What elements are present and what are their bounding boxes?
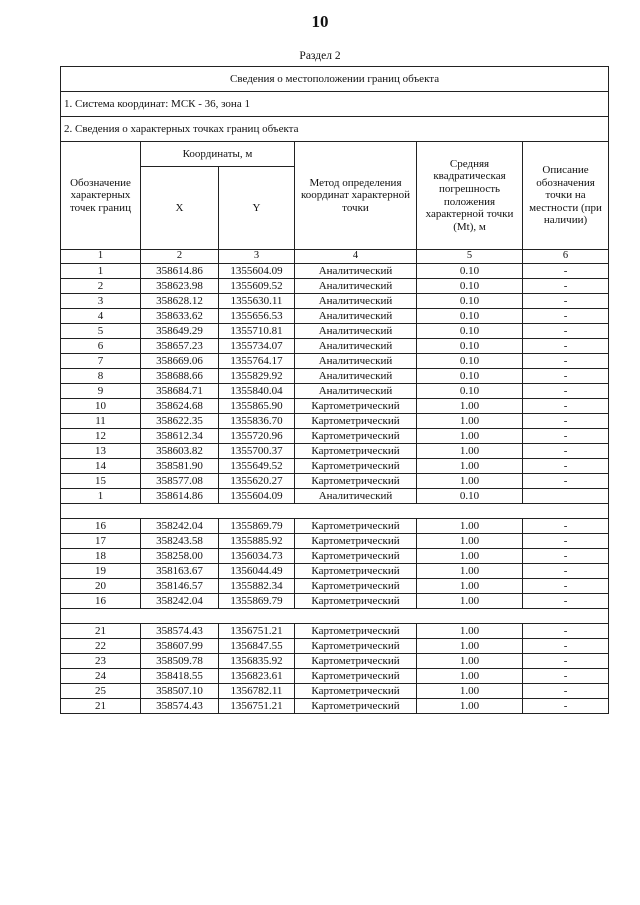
table-row	[61, 579, 609, 594]
method-cell: Картометрический	[295, 459, 417, 474]
header-rms-error: Средняя квадратическая погрешность положения характерной точки (Mt), м	[417, 142, 523, 250]
x-coordinate-cell: 358684.71	[141, 384, 219, 399]
description-cell: -	[523, 399, 609, 414]
x-coordinate-cell: 358624.68	[141, 399, 219, 414]
point-id-cell: 21	[61, 624, 141, 639]
point-id-cell: 8	[61, 369, 141, 384]
x-coordinate-cell: 358649.29	[141, 324, 219, 339]
rms-error-cell: 0.10	[417, 339, 523, 354]
point-id-cell: 24	[61, 669, 141, 684]
header-description: Описание обозначения точки на местности (при наличии)	[523, 142, 609, 250]
x-coordinate-cell: 358146.57	[141, 579, 219, 594]
method-cell: Аналитический	[295, 384, 417, 399]
point-id-cell: 1	[61, 264, 141, 279]
description-cell: -	[523, 459, 609, 474]
description-cell: -	[523, 699, 609, 714]
rms-error-cell: 0.10	[417, 309, 523, 324]
y-coordinate-cell: 1355720.96	[219, 429, 295, 444]
method-cell: Картометрический	[295, 549, 417, 564]
description-cell: -	[523, 294, 609, 309]
description-cell: -	[523, 519, 609, 534]
point-id-cell: 6	[61, 339, 141, 354]
x-coordinate-cell: 358243.58	[141, 534, 219, 549]
table-row	[61, 444, 609, 459]
x-coordinate-cell: 358509.78	[141, 654, 219, 669]
method-cell: Картометрический	[295, 654, 417, 669]
y-coordinate-cell: 1356751.21	[219, 699, 295, 714]
method-cell: Картометрический	[295, 684, 417, 699]
table-row	[61, 369, 609, 384]
point-id-cell: 3	[61, 294, 141, 309]
point-id-cell: 21	[61, 699, 141, 714]
point-id-cell: 14	[61, 459, 141, 474]
table-row	[61, 279, 609, 294]
point-id-cell: 4	[61, 309, 141, 324]
point-id-cell: 2	[61, 279, 141, 294]
method-cell: Картометрический	[295, 444, 417, 459]
separator-cell	[61, 504, 609, 519]
x-coordinate-cell: 358614.86	[141, 264, 219, 279]
method-cell: Аналитический	[295, 294, 417, 309]
description-cell	[523, 489, 609, 504]
column-number-row	[61, 250, 609, 264]
method-cell: Картометрический	[295, 534, 417, 549]
table-row	[61, 534, 609, 549]
description-cell: -	[523, 534, 609, 549]
method-cell: Аналитический	[295, 339, 417, 354]
x-coordinate-cell: 358507.10	[141, 684, 219, 699]
description-cell: -	[523, 324, 609, 339]
y-coordinate-cell: 1356823.61	[219, 669, 295, 684]
column-number: 5	[417, 250, 523, 264]
y-coordinate-cell: 1356044.49	[219, 564, 295, 579]
table-body	[61, 264, 609, 714]
y-coordinate-cell: 1355700.37	[219, 444, 295, 459]
separator-cell	[61, 609, 609, 624]
rms-error-cell: 1.00	[417, 699, 523, 714]
rms-error-cell: 0.10	[417, 384, 523, 399]
description-cell: -	[523, 474, 609, 489]
table-row	[61, 339, 609, 354]
description-cell: -	[523, 264, 609, 279]
rms-error-cell: 0.10	[417, 354, 523, 369]
y-coordinate-cell: 1355630.11	[219, 294, 295, 309]
rms-error-cell: 1.00	[417, 624, 523, 639]
boundary-points-table	[60, 66, 609, 714]
header-method: Метод определения координат характерной точки	[295, 142, 417, 250]
point-id-cell: 16	[61, 519, 141, 534]
y-coordinate-cell: 1355609.52	[219, 279, 295, 294]
header-coordinates: Координаты, м	[141, 142, 295, 167]
point-id-cell: 16	[61, 594, 141, 609]
rms-error-cell: 1.00	[417, 549, 523, 564]
rms-error-cell: 1.00	[417, 459, 523, 474]
table-row	[61, 564, 609, 579]
description-cell: -	[523, 669, 609, 684]
point-id-cell: 15	[61, 474, 141, 489]
table-row	[61, 669, 609, 684]
table-row	[61, 309, 609, 324]
y-coordinate-cell: 1356751.21	[219, 624, 295, 639]
y-coordinate-cell: 1355829.92	[219, 369, 295, 384]
header-x: X	[141, 167, 219, 250]
point-id-cell: 19	[61, 564, 141, 579]
rms-error-cell: 1.00	[417, 399, 523, 414]
x-coordinate-cell: 358242.04	[141, 594, 219, 609]
method-cell: Картометрический	[295, 579, 417, 594]
x-coordinate-cell: 358603.82	[141, 444, 219, 459]
method-cell: Аналитический	[295, 489, 417, 504]
description-cell: -	[523, 354, 609, 369]
point-id-cell: 13	[61, 444, 141, 459]
x-coordinate-cell: 358242.04	[141, 519, 219, 534]
method-cell: Картометрический	[295, 669, 417, 684]
x-coordinate-cell: 358623.98	[141, 279, 219, 294]
y-coordinate-cell: 1355869.79	[219, 519, 295, 534]
section-label: Раздел 2	[299, 50, 341, 62]
y-coordinate-cell: 1355734.07	[219, 339, 295, 354]
description-cell: -	[523, 309, 609, 324]
separator-row	[61, 609, 609, 624]
table-row	[61, 699, 609, 714]
description-cell: -	[523, 684, 609, 699]
rms-error-cell: 1.00	[417, 654, 523, 669]
rms-error-cell: 0.10	[417, 279, 523, 294]
rms-error-cell: 0.10	[417, 294, 523, 309]
description-cell: -	[523, 444, 609, 459]
method-cell: Картометрический	[295, 429, 417, 444]
description-cell: -	[523, 339, 609, 354]
description-cell: -	[523, 654, 609, 669]
y-coordinate-cell: 1356782.11	[219, 684, 295, 699]
column-number: 3	[219, 250, 295, 264]
description-cell: -	[523, 624, 609, 639]
description-cell: -	[523, 279, 609, 294]
description-cell: -	[523, 579, 609, 594]
table-row	[61, 624, 609, 639]
x-coordinate-cell: 358574.43	[141, 624, 219, 639]
y-coordinate-cell: 1355604.09	[219, 489, 295, 504]
method-cell: Аналитический	[295, 264, 417, 279]
rms-error-cell: 0.10	[417, 324, 523, 339]
method-cell: Картометрический	[295, 699, 417, 714]
column-number: 2	[141, 250, 219, 264]
x-coordinate-cell: 358258.00	[141, 549, 219, 564]
rms-error-cell: 1.00	[417, 639, 523, 654]
table-row	[61, 414, 609, 429]
table-row	[61, 384, 609, 399]
table-row	[61, 639, 609, 654]
rms-error-cell: 1.00	[417, 444, 523, 459]
x-coordinate-cell: 358669.06	[141, 354, 219, 369]
y-coordinate-cell: 1355710.81	[219, 324, 295, 339]
point-id-cell: 10	[61, 399, 141, 414]
description-cell: -	[523, 384, 609, 399]
rms-error-cell: 1.00	[417, 474, 523, 489]
rms-error-cell: 1.00	[417, 519, 523, 534]
table-row	[61, 594, 609, 609]
point-id-cell: 5	[61, 324, 141, 339]
coordinate-system-row: 1. Система координат: МСК - 36, зона 1	[61, 92, 609, 117]
rms-error-cell: 0.10	[417, 489, 523, 504]
table-row	[61, 654, 609, 669]
rms-error-cell: 1.00	[417, 684, 523, 699]
points-section-title: 2. Сведения о характерных точках границ объекта	[61, 117, 609, 142]
y-coordinate-cell: 1355840.04	[219, 384, 295, 399]
column-number: 4	[295, 250, 417, 264]
table-row	[61, 399, 609, 414]
method-cell: Картометрический	[295, 624, 417, 639]
column-number: 1	[61, 250, 141, 264]
method-cell: Картометрический	[295, 594, 417, 609]
point-id-cell: 18	[61, 549, 141, 564]
rms-error-cell: 1.00	[417, 429, 523, 444]
description-cell: -	[523, 414, 609, 429]
table-row	[61, 549, 609, 564]
method-cell: Аналитический	[295, 279, 417, 294]
point-id-cell: 9	[61, 384, 141, 399]
header-y: Y	[219, 167, 295, 250]
y-coordinate-cell: 1355620.27	[219, 474, 295, 489]
x-coordinate-cell: 358688.66	[141, 369, 219, 384]
method-cell: Аналитический	[295, 354, 417, 369]
method-cell: Аналитический	[295, 309, 417, 324]
y-coordinate-cell: 1355836.70	[219, 414, 295, 429]
separator-row	[61, 504, 609, 519]
description-cell: -	[523, 549, 609, 564]
point-id-cell: 1	[61, 489, 141, 504]
x-coordinate-cell: 358614.86	[141, 489, 219, 504]
rms-error-cell: 1.00	[417, 579, 523, 594]
table-row	[61, 474, 609, 489]
page-number: 10	[311, 12, 329, 31]
x-coordinate-cell: 358628.12	[141, 294, 219, 309]
point-id-cell: 25	[61, 684, 141, 699]
x-coordinate-cell: 358163.67	[141, 564, 219, 579]
description-cell: -	[523, 369, 609, 384]
rms-error-cell: 1.00	[417, 414, 523, 429]
rms-error-cell: 1.00	[417, 534, 523, 549]
method-cell: Картометрический	[295, 639, 417, 654]
description-cell: -	[523, 639, 609, 654]
method-cell: Картометрический	[295, 414, 417, 429]
table-row	[61, 519, 609, 534]
method-cell: Картометрический	[295, 474, 417, 489]
point-id-cell: 7	[61, 354, 141, 369]
x-coordinate-cell: 358607.99	[141, 639, 219, 654]
point-id-cell: 17	[61, 534, 141, 549]
y-coordinate-cell: 1356835.92	[219, 654, 295, 669]
y-coordinate-cell: 1356847.55	[219, 639, 295, 654]
table-row	[61, 324, 609, 339]
x-coordinate-cell: 358581.90	[141, 459, 219, 474]
point-id-cell: 23	[61, 654, 141, 669]
rms-error-cell: 1.00	[417, 594, 523, 609]
header-designation: Обозначение характерных точек границ	[61, 142, 141, 250]
method-cell: Картометрический	[295, 519, 417, 534]
rms-error-cell: 1.00	[417, 564, 523, 579]
method-cell: Аналитический	[295, 324, 417, 339]
y-coordinate-cell: 1355604.09	[219, 264, 295, 279]
description-cell: -	[523, 429, 609, 444]
table-row	[61, 294, 609, 309]
method-cell: Аналитический	[295, 369, 417, 384]
method-cell: Картометрический	[295, 564, 417, 579]
y-coordinate-cell: 1355649.52	[219, 459, 295, 474]
table-title: Сведения о местоположении границ объекта	[61, 67, 609, 92]
x-coordinate-cell: 358574.43	[141, 699, 219, 714]
y-coordinate-cell: 1355764.17	[219, 354, 295, 369]
x-coordinate-cell: 358612.34	[141, 429, 219, 444]
table-row	[61, 429, 609, 444]
description-cell: -	[523, 564, 609, 579]
rms-error-cell: 1.00	[417, 669, 523, 684]
point-id-cell: 12	[61, 429, 141, 444]
y-coordinate-cell: 1355869.79	[219, 594, 295, 609]
method-cell: Картометрический	[295, 399, 417, 414]
point-id-cell: 20	[61, 579, 141, 594]
table-row	[61, 354, 609, 369]
x-coordinate-cell: 358622.35	[141, 414, 219, 429]
table-row	[61, 489, 609, 504]
y-coordinate-cell: 1355882.34	[219, 579, 295, 594]
point-id-cell: 11	[61, 414, 141, 429]
table-row	[61, 264, 609, 279]
rms-error-cell: 0.10	[417, 369, 523, 384]
table-row	[61, 684, 609, 699]
x-coordinate-cell: 358657.23	[141, 339, 219, 354]
y-coordinate-cell: 1355885.92	[219, 534, 295, 549]
point-id-cell: 22	[61, 639, 141, 654]
x-coordinate-cell: 358633.62	[141, 309, 219, 324]
y-coordinate-cell: 1355656.53	[219, 309, 295, 324]
y-coordinate-cell: 1355865.90	[219, 399, 295, 414]
table-row	[61, 459, 609, 474]
y-coordinate-cell: 1356034.73	[219, 549, 295, 564]
rms-error-cell: 0.10	[417, 264, 523, 279]
x-coordinate-cell: 358577.08	[141, 474, 219, 489]
x-coordinate-cell: 358418.55	[141, 669, 219, 684]
description-cell: -	[523, 594, 609, 609]
column-number: 6	[523, 250, 609, 264]
